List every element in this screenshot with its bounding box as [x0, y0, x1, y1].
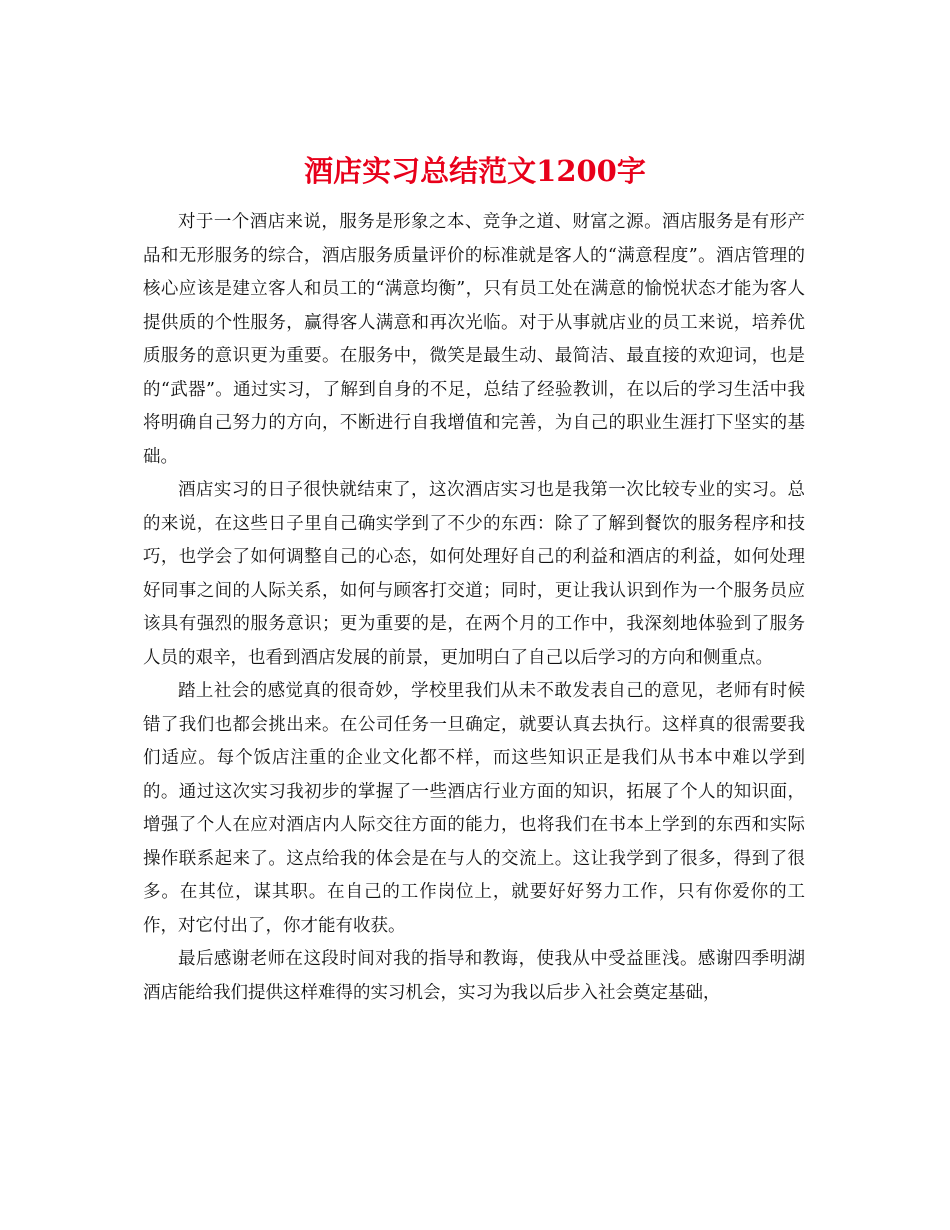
paragraph-4: 最后感谢老师在这段时间对我的指导和教诲，使我从中受益匪浅。感谢四季明湖酒店能给我们提供这样难得的实习机会，实习为我以后步入社会奠定基础，	[143, 949, 805, 1003]
paragraph-2: 酒店实习的日子很快就结束了，这次酒店实习也是我第一次比较专业的实习。总的来说，在这些日子里自己确实学到了不少的东西：除了了解到餐饮的服务程序和技巧，也学会了如何调整自己的心态，如何处理好自己的利益和酒店的利益，如何处理好同事之间的人际关系，如何与顾客打交道；同时，更让我认识到作为一个服务员应该具有强烈的服务意识；更为重要的是，在两个月的工作中，我深刻地体验到了服务人员的艰辛，也看到酒店发展的前景，更加明白了自己以后学习的方向和侧重点。	[143, 480, 805, 668]
paragraph-3: 踏上社会的感觉真的很奇妙，学校里我们从未不敢发表自己的意见，老师有时候错了我们也都会挑出来。在公司任务一旦确定，就要认真去执行。这样真的很需要我们适应。每个饭店注重的企业文化都不样，而这些知识正是我们从书本中难以学到的。通过这次实习我初步的掌握了一些酒店行业方面的知识，拓展了个人的知识面，增强了个人在应对酒店内人际交往方面的能力，也将我们在书本上学到的东西和实际操作联系起来了。这点给我的体会是在与人的交流上。这让我学到了很多，得到了很多。在其位，谋其职。在自己的工作岗位上，就要好好努力工作，只有你爱你的工作，对它付出了，你才能有收获。	[143, 681, 805, 936]
paragraph-1: 对于一个酒店来说，服务是形象之本、竞争之道、财富之源。酒店服务是有形产品和无形服务的综合，酒店服务质量评价的标准就是客人的“满意程度”。酒店管理的核心应该是建立客人和员工的“满意均衡”，只有员工处在满意的愉悦状态才能为客人提供质的个性服务，赢得客人满意和再次光临。对于从事就店业的员工来说，培养优质服务的意识更为重要。在服务中，微笑是最生动、最简洁、最直接的欢迎词，也是的“武器”。通过实习，了解到自身的不足，总结了经验教训，在以后的学习生活中我将明确自己努力的方向，不断进行自我增值和完善，为自己的职业生涯打下坚实的基础。	[143, 212, 805, 467]
document-title: 酒店实习总结范文1200字	[304, 154, 646, 189]
document-body	[143, 206, 805, 1010]
